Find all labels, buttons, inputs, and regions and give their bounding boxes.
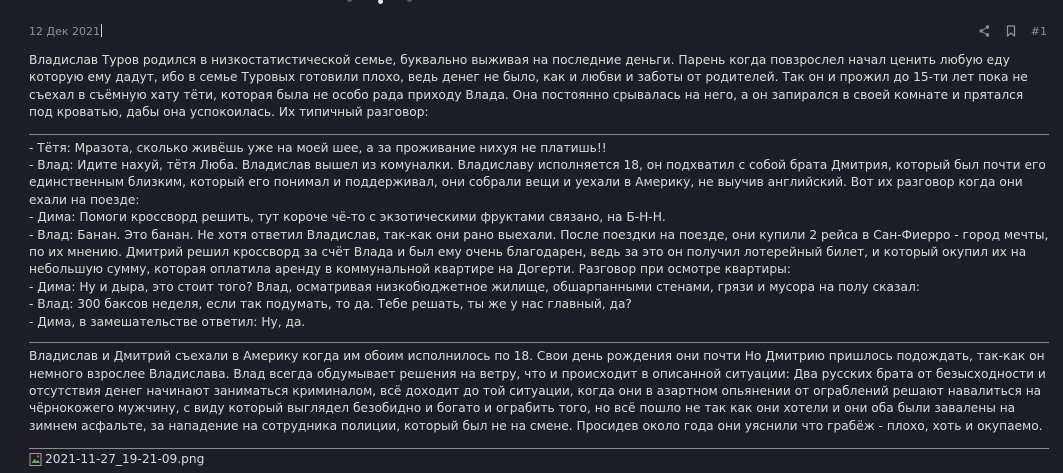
dialog-line: - Дима: Ну и дыра, это стоит того? Влад, осматривая низкобюджетное жилище, обшарпанными стенами, грязи и мусора на полу сказал: <box>29 279 920 294</box>
carousel-dot[interactable] <box>347 0 352 2</box>
dialog-line: - Влад: Идите нахуй, тётя Люба. Владислав вышел из комуналки. Владиславу исполняется 18, он подхватил с собой брата Дмитрия, который был почти его единственным близким, который его понимал и поддерживал, они собрали вещи и уехали в Америку, не выучив английский. Вот их разговор когда они ехали на поезде: <box>29 158 1046 207</box>
carousel-dot-active[interactable] <box>378 0 383 4</box>
post-body <box>29 52 1049 469</box>
dialog-line: - Тётя: Мразота, сколько живёшь уже на моей шее, а за проживание нихуя не платишь!! <box>29 140 607 155</box>
post-story-paragraph: Владислав и Дмитрий съехали в Америку когда им обоим исполнилось по 18. Свои день рождения они почти Но Дмитрию пришлось подождать, так-как он немного взрослее Владислава. Влад всегда обдумывает решения на ветру, что и происходит в описанной ситуации: Два русских брата от безысходности и отсутствия денег начинают заниматься криминалом, всё доходит до той ситуации, когда они в азартном опьянении от ограблений решают навалиться на чёрнокожего мужчину, с виду который выглядел безобидно и богато и ограбить того, но всё пошло не так как они хотели и они оба были завалены на зимнем асфальте, за нападение на сотрудника полиции, который был не на смене. Просидев около года они уяснили что грабёж - плохо, хоть и окупаемо. <box>29 349 1046 433</box>
post-date[interactable]: 12 Дек 2021 <box>29 25 100 38</box>
post-intro-paragraph: Владислав Туров родился в низкостатистической семье, буквально выживая на последние деньги. Парень когда повзрослел начал ценить любую еду которую ему дадут, ибо в семье Туровых готовили плохо, ведь денег не было, как и любви и заботы от родителей. Так он и прожил до 15-ти лет пока не съехал в съёмную хату тёти, которая была не особо рада приходу Влада. Она постоянно срывалась на него, а он запирался в своей комнате и прятался под кроватью, дабы она успокоилась. Их типичный разговор: <box>29 53 1028 120</box>
post-actions <box>979 24 1047 38</box>
dialog-line: - Дима: Помоги кроссворд решить, тут короче чё-то с экзотическими фруктами связано, на Б-Н-Н. <box>29 210 666 225</box>
bookmark-icon[interactable] <box>1005 24 1017 38</box>
post-header <box>29 24 1047 42</box>
share-icon[interactable] <box>979 24 991 38</box>
dialog-block <box>29 140 1049 331</box>
post-number-link[interactable]: #1 <box>1030 24 1047 38</box>
dialog-line: - Влад: 300 баксов неделя, если так подумать, то да. Тебе решать, ты же у нас главный, да? <box>29 297 632 312</box>
carousel-dots[interactable] <box>0 0 1063 5</box>
dialog-line: - Дима, в замешательстве ответил: Ну, да. <box>29 314 306 329</box>
dialog-line: - Влад: Банан. Это банан. Не хотя ответил Владислав, так-как они рано выехали. После поездки на поезде, они купили 2 рейса в Сан-Фиерро - город мечты, по их мнению. Дмитрий решил кроссворд за счёт Влада и был ему очень благодарен, ведь за это он получил лотерейный билет, и который окупил их на небольшую сумму, которая оплатила аренду в коммунальной квартире на Догерти. Разговор при осмотре квартиры: <box>29 227 1049 277</box>
broken-image-icon <box>29 452 43 467</box>
carousel-dot[interactable] <box>407 0 412 2</box>
horizontal-rule <box>29 134 1049 135</box>
horizontal-rule <box>29 342 1049 343</box>
attachment-filename[interactable]: 2021-11-27_19-21-09.png <box>45 452 205 467</box>
horizontal-rule <box>29 448 1049 449</box>
image-attachment[interactable] <box>29 451 1049 468</box>
